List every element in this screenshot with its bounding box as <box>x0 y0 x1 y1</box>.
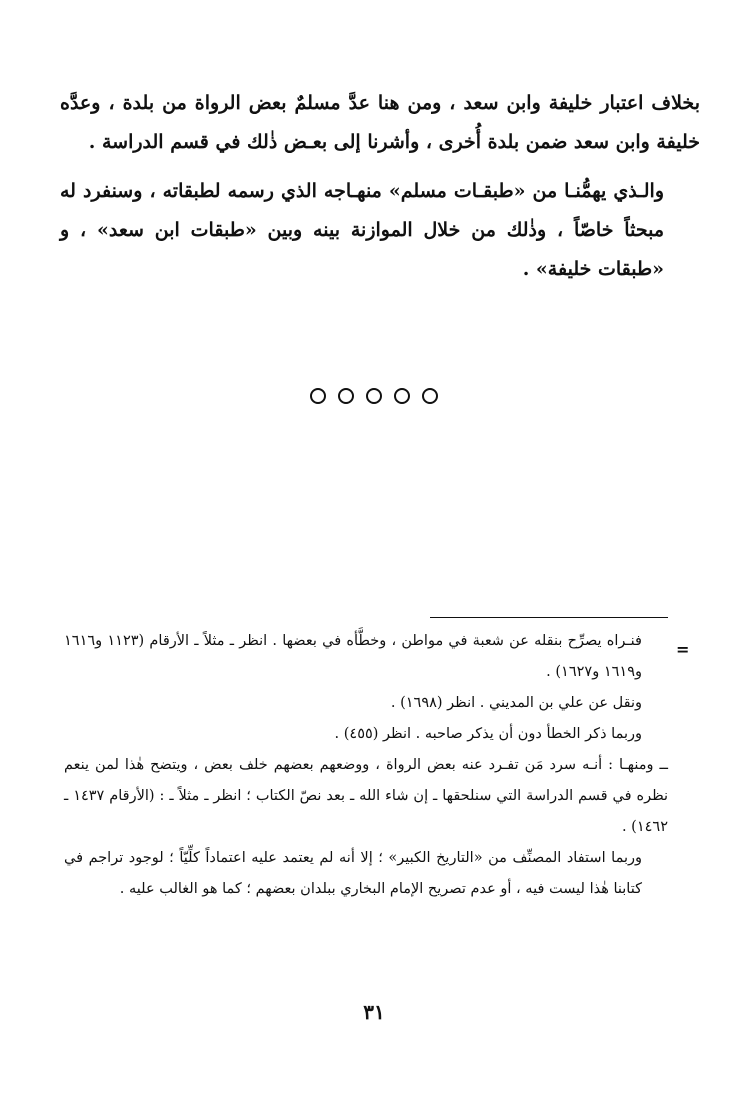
footnote-separator <box>430 617 668 618</box>
ornament-circle <box>338 388 354 404</box>
footnote-line: ونقل عن علي بن المديني . انظر (١٦٩٨) . <box>390 695 642 711</box>
footnote-continued-mark: = <box>676 640 690 659</box>
footnote-line: فنـراه يصرِّح بنقله عن شعبة في مواطن ، وخطَّأه في بعضها . انظر ـ مثلاً ـ الأرقام (١١٢٣ و١٦١٦ و١٦١٩ و١٦٢٧) . <box>64 633 642 680</box>
footnote-line: ــ ومنهـا : أنـه سرد مَن تفـرد عنه بعض الرواة ، ووضعهم بعضهم خلف بعض ، ويتضح هٰذا لمن ينعم نظره في قسم الدراسة التي سنلحقها ـ إن شاء الله ـ بعد نصّ الكتاب ؛ انظر ـ مثلاً ـ : (الأرقام ١٤٣٧ ـ ١٤٦٢) . <box>64 757 669 835</box>
page-number: ٣١ <box>363 1000 385 1024</box>
footnote-line: وربما استفاد المصنِّف من «التاريخ الكبير» ؛ إلا أنه لم يعتمد عليه اعتماداً كلِّيّاً ؛ لوجود تراجم في كتابنا هٰذا ليست فيه ، أو عدم تصريح الإمام البخاري ببلدان بعضهم ؛ كما هو الغالب عليه . <box>64 850 642 897</box>
footnotes-block <box>64 626 668 905</box>
ornament-circle <box>310 388 326 404</box>
footnote-line: وربما ذكر الخطأ دون أن يذكر صاحبه . انظر (٤٥٥) . <box>334 726 642 742</box>
main-paragraph-2: والـذي يهمُّنـا من «طبقـات مسلم» منهـاجه الذي رسمه لطبقاته ، وسنفرد له مبحثاً خاصّاً ، وذٰلك من خلال الموازنة بينه وبين «طبقات ابن سعد» ، و «طبقات خليفة» . <box>60 180 664 280</box>
ornament-circle <box>366 388 382 404</box>
section-ornament <box>0 384 748 406</box>
main-text-block <box>60 84 700 289</box>
ornament-circle <box>394 388 410 404</box>
main-paragraph-1: بخلاف اعتبار خليفة وابن سعد ، ومن هنا عدَّ مسلمٌ بعض الرواة من بلدة ، وعدَّه خليفة وابن سعد ضمن بلدة أُخرى ، وأشرنا إلى بعـض ذٰلك في قسم الدراسة . <box>60 92 700 153</box>
ornament-circle <box>422 388 438 404</box>
